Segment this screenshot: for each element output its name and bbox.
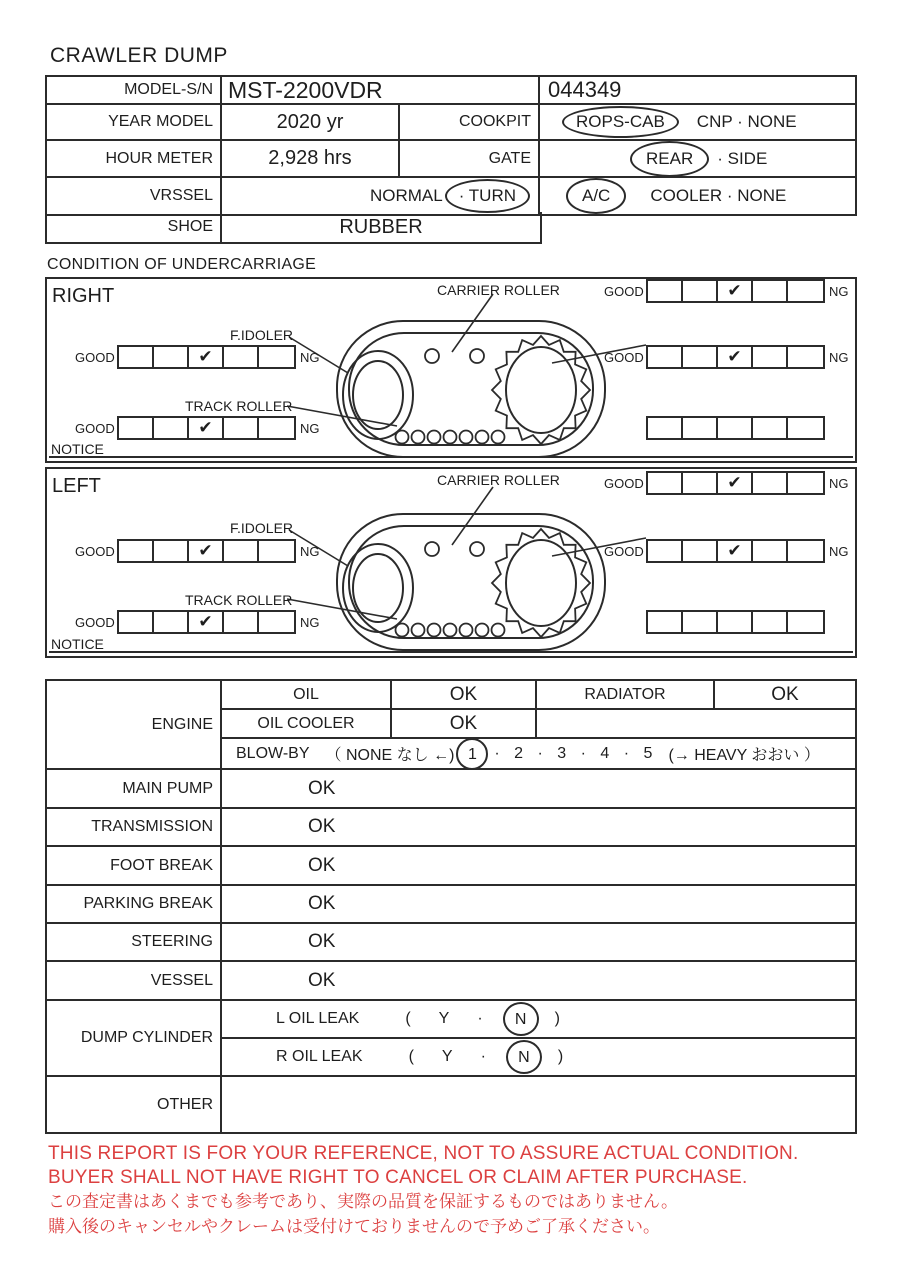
separator-dot: · bbox=[477, 1010, 483, 1027]
oil-cooler-label: OIL COOLER bbox=[222, 710, 392, 739]
rating-cell bbox=[154, 541, 189, 561]
blow-by-heavy-end: (→ HEAVY おおい ） bbox=[668, 747, 820, 764]
track-roller-label: TRACK ROLLER bbox=[185, 592, 293, 608]
rating-cell bbox=[224, 541, 259, 561]
rating-cell bbox=[788, 418, 823, 438]
notice-rule bbox=[49, 651, 853, 653]
track-roller-label: TRACK ROLLER bbox=[185, 398, 293, 414]
year-model-value: 2020 yr bbox=[222, 105, 400, 141]
carrier-roller-rating-left bbox=[604, 471, 849, 495]
other-value bbox=[222, 1077, 855, 1132]
disclaimer-line-en-1: THIS REPORT IS FOR YOUR REFERENCE, NOT TO ASSURE ACTUAL CONDITION. bbox=[48, 1143, 799, 1164]
rating-cell: ✔ bbox=[718, 281, 753, 301]
sprocket-rating-right bbox=[604, 345, 849, 369]
rating-cell bbox=[788, 281, 823, 301]
rating-cell: ✔ bbox=[718, 473, 753, 493]
carrier-roller-rating-right bbox=[604, 279, 849, 303]
gate-other-options: · SIDE bbox=[717, 148, 768, 168]
selected-circle: 1 bbox=[456, 738, 488, 770]
dump-cylinder-right-row bbox=[222, 1039, 855, 1077]
rating-scale bbox=[117, 610, 296, 634]
rating-cell bbox=[683, 347, 718, 367]
rating-cell bbox=[683, 473, 718, 493]
rating-scale bbox=[117, 539, 296, 563]
steering-label: STEERING bbox=[47, 924, 222, 962]
good-label: GOOD bbox=[604, 349, 644, 365]
rating-cell bbox=[648, 473, 683, 493]
engine-empty-cell bbox=[537, 710, 855, 739]
rating-cell bbox=[683, 418, 718, 438]
disclaimer-line-en-2: BUYER SHALL NOT HAVE RIGHT TO CANCEL OR CLAIM AFTER PURCHASE. bbox=[48, 1167, 748, 1188]
rating-cell bbox=[648, 541, 683, 561]
radiator-label: RADIATOR bbox=[537, 681, 715, 710]
parking-brake-label: PARKING BREAK bbox=[47, 886, 222, 924]
rating-cell: ✔ bbox=[189, 347, 224, 367]
rating-cell bbox=[259, 347, 294, 367]
disclaimer-line-jp-1: この査定書はあくまでも参考であり、実際の品質を保証するものではありません。 bbox=[48, 1192, 679, 1211]
rating-cell bbox=[683, 281, 718, 301]
good-label: GOOD bbox=[604, 543, 644, 559]
blow-by-row bbox=[222, 739, 855, 770]
selected-circle: N bbox=[503, 1002, 539, 1036]
vessel-type-options bbox=[222, 178, 540, 214]
shoe-value: RUBBER bbox=[339, 215, 423, 238]
rating-cell bbox=[119, 418, 154, 438]
cockpit-options bbox=[540, 105, 855, 141]
rating-cell bbox=[224, 347, 259, 367]
front-idler-rating-left bbox=[75, 539, 320, 563]
ng-label: NG bbox=[829, 349, 849, 365]
oil-leak-right-label: R OIL LEAK bbox=[276, 1048, 363, 1065]
ng-label: NG bbox=[829, 475, 849, 491]
disclaimer bbox=[48, 1142, 798, 1239]
oil-leak-left-label: L OIL LEAK bbox=[276, 1010, 360, 1027]
rating-cell: ✔ bbox=[718, 541, 753, 561]
yes-option: Y bbox=[438, 1010, 450, 1027]
main-pump-value: OK bbox=[222, 770, 855, 809]
paren-open: ( bbox=[408, 1048, 414, 1065]
spec-table-shoe-row bbox=[45, 212, 542, 244]
rating-cell bbox=[718, 418, 753, 438]
rating-cell bbox=[683, 612, 718, 632]
front-idler-label: F.IDOLER bbox=[230, 520, 294, 536]
rating-cell bbox=[119, 541, 154, 561]
good-label: GOOD bbox=[75, 543, 115, 559]
track-roller-rating-right bbox=[75, 416, 320, 440]
page-title: CRAWLER DUMP bbox=[50, 44, 228, 67]
front-idler-rating-right bbox=[75, 345, 320, 369]
rating-cell: ✔ bbox=[718, 347, 753, 367]
good-label: GOOD bbox=[604, 475, 644, 491]
notice-label: NOTICE bbox=[51, 441, 104, 457]
vessel-type-label: VRSSEL bbox=[47, 178, 222, 214]
ng-label: NG bbox=[829, 543, 849, 559]
paren-close: ) bbox=[554, 1010, 560, 1027]
track-roller-rating-left bbox=[75, 610, 320, 634]
engine-label: ENGINE bbox=[47, 681, 222, 770]
year-model-label: YEAR MODEL bbox=[47, 105, 222, 141]
spare-rating-right bbox=[646, 416, 825, 440]
rating-cell bbox=[718, 612, 753, 632]
rating-cell bbox=[648, 281, 683, 301]
gate-options bbox=[540, 141, 855, 178]
rating-cell bbox=[753, 612, 788, 632]
cockpit-label: COOKPIT bbox=[400, 105, 540, 141]
rating-cell bbox=[259, 541, 294, 561]
transmission-value: OK bbox=[222, 809, 855, 847]
notice-rule bbox=[49, 456, 853, 458]
vessel-normal-option: NORMAL bbox=[369, 186, 443, 205]
ac-other-options: COOLER · NONE bbox=[650, 186, 787, 205]
good-label: GOOD bbox=[75, 349, 115, 365]
selected-circle: A/C bbox=[566, 178, 626, 214]
side-label-right: RIGHT bbox=[52, 285, 115, 307]
rating-cell bbox=[224, 418, 259, 438]
rating-cell bbox=[648, 612, 683, 632]
inspection-table bbox=[45, 679, 857, 1134]
disclaimer-line-jp-2: 購入後のキャンセルやクレームは受付けておりませんので予めご了承ください。 bbox=[48, 1216, 660, 1236]
rating-cell bbox=[154, 612, 189, 632]
side-label-left: LEFT bbox=[52, 475, 101, 497]
other-label: OTHER bbox=[47, 1077, 222, 1132]
foot-brake-label: FOOT BREAK bbox=[47, 847, 222, 886]
rating-cell bbox=[154, 418, 189, 438]
rating-cell bbox=[119, 347, 154, 367]
rating-cell bbox=[648, 418, 683, 438]
rating-scale bbox=[646, 471, 825, 495]
oil-value: OK bbox=[392, 681, 537, 710]
paren-open: ( bbox=[405, 1010, 411, 1027]
vessel-label: VESSEL bbox=[47, 962, 222, 1001]
oil-label: OIL bbox=[222, 681, 392, 710]
rating-cell bbox=[154, 347, 189, 367]
ac-options bbox=[540, 178, 855, 214]
good-label: GOOD bbox=[604, 283, 644, 299]
rating-cell bbox=[788, 541, 823, 561]
rating-cell bbox=[119, 612, 154, 632]
model-value: MST-2200VDR bbox=[222, 77, 540, 105]
carrier-roller-label: CARRIER ROLLER bbox=[437, 282, 560, 298]
rating-scale bbox=[646, 279, 825, 303]
good-label: GOOD bbox=[75, 614, 115, 630]
hour-meter-value: 2,928 hrs bbox=[222, 141, 400, 178]
rating-cell bbox=[648, 347, 683, 367]
rating-scale bbox=[646, 610, 825, 634]
rating-scale bbox=[646, 345, 825, 369]
ng-label: NG bbox=[300, 420, 320, 436]
ng-label: NG bbox=[300, 543, 320, 559]
good-label: GOOD bbox=[75, 420, 115, 436]
rating-cell bbox=[259, 612, 294, 632]
rating-cell: ✔ bbox=[189, 612, 224, 632]
rating-cell bbox=[753, 347, 788, 367]
yes-option: Y bbox=[441, 1048, 453, 1065]
blow-by-label: BLOW-BY bbox=[236, 744, 310, 762]
foot-brake-value: OK bbox=[222, 847, 855, 886]
hour-meter-label: HOUR METER bbox=[47, 141, 222, 178]
serial-value: 044349 bbox=[540, 77, 855, 105]
spec-table bbox=[45, 75, 857, 216]
selected-circle: N bbox=[506, 1040, 542, 1074]
dump-cylinder-left-row bbox=[222, 1001, 855, 1039]
selected-circle: REAR bbox=[630, 141, 709, 177]
rating-cell: ✔ bbox=[189, 541, 224, 561]
undercarriage-heading: CONDITION OF UNDERCARRIAGE bbox=[47, 256, 317, 273]
rating-cell bbox=[753, 418, 788, 438]
main-pump-label: MAIN PUMP bbox=[47, 770, 222, 809]
ng-label: NG bbox=[300, 349, 320, 365]
oil-cooler-value: OK bbox=[392, 710, 537, 739]
rating-cell bbox=[788, 612, 823, 632]
undercarriage-right-panel bbox=[45, 277, 857, 463]
selected-circle: ROPS-CAB bbox=[562, 106, 679, 138]
rating-cell bbox=[788, 473, 823, 493]
rating-scale bbox=[117, 416, 296, 440]
rating-scale bbox=[646, 416, 825, 440]
rating-scale bbox=[117, 345, 296, 369]
rating-scale bbox=[646, 539, 825, 563]
front-idler-label: F.IDOLER bbox=[230, 327, 294, 343]
cockpit-other-options: CNP · NONE bbox=[696, 112, 797, 131]
model-sn-label: MODEL-S/N bbox=[47, 77, 222, 105]
gate-label: GATE bbox=[400, 141, 540, 178]
ng-label: NG bbox=[829, 283, 849, 299]
transmission-label: TRANSMISSION bbox=[47, 809, 222, 847]
rating-cell bbox=[788, 347, 823, 367]
notice-label: NOTICE bbox=[51, 636, 104, 652]
rating-cell bbox=[753, 541, 788, 561]
steering-value: OK bbox=[222, 924, 855, 962]
vessel-value: OK bbox=[222, 962, 855, 1001]
separator-dot: · bbox=[480, 1048, 486, 1065]
parking-brake-value: OK bbox=[222, 886, 855, 924]
shoe-label: SHOE bbox=[47, 212, 222, 242]
dump-cylinder-label: DUMP CYLINDER bbox=[47, 1001, 222, 1077]
blow-by-none-end: （ NONE なし ←) bbox=[325, 747, 455, 764]
undercarriage-left-panel bbox=[45, 467, 857, 658]
rating-cell bbox=[683, 541, 718, 561]
rating-cell bbox=[224, 612, 259, 632]
rating-cell bbox=[259, 418, 294, 438]
ng-label: NG bbox=[300, 614, 320, 630]
rating-cell bbox=[753, 473, 788, 493]
rating-cell bbox=[753, 281, 788, 301]
blow-by-scale: · 2 · 3 · 4 · 5 bbox=[494, 744, 653, 762]
spare-rating-left bbox=[646, 610, 825, 634]
paren-close: ) bbox=[557, 1048, 564, 1065]
radiator-value: OK bbox=[715, 681, 855, 710]
carrier-roller-label: CARRIER ROLLER bbox=[437, 472, 560, 488]
sprocket-rating-left bbox=[604, 539, 849, 563]
rating-cell: ✔ bbox=[189, 418, 224, 438]
selected-circle: · TURN bbox=[445, 179, 530, 213]
